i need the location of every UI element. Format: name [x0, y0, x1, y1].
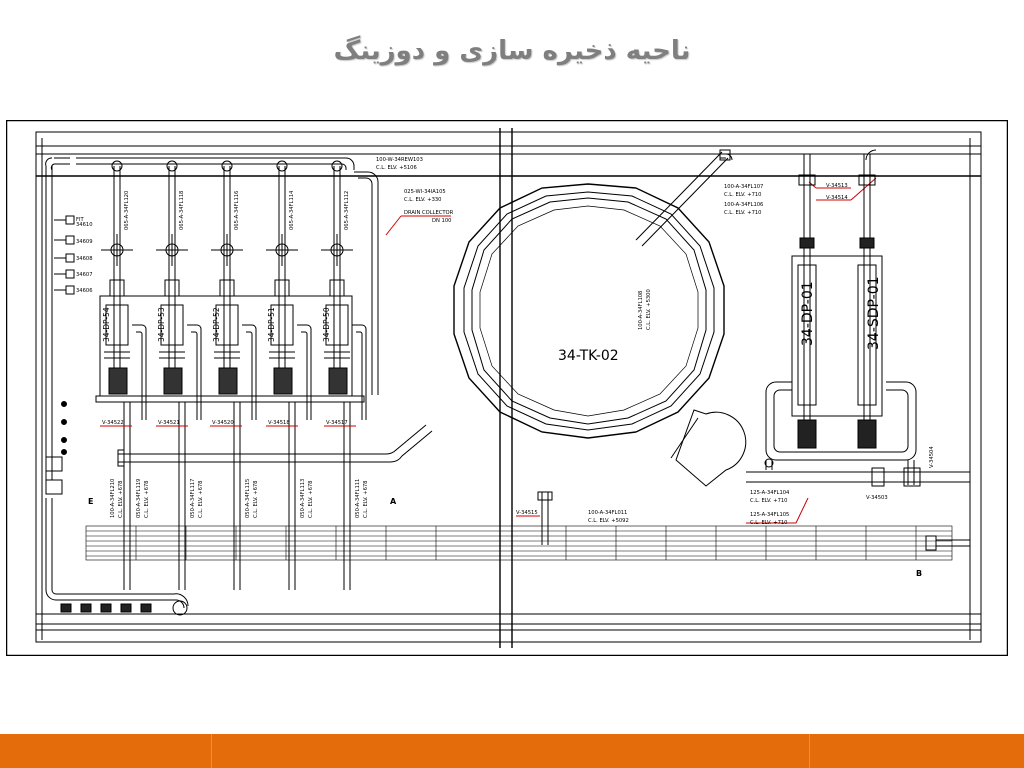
bottom-elev-115-label: C.L. ELV. +678 — [253, 480, 259, 518]
outer-frame — [7, 121, 1008, 656]
bottom-line-210-label: 100-A-34FL210 — [110, 478, 116, 518]
valve-v34514-label: V-34514 — [826, 195, 848, 201]
instrument-34606-label: 34606 — [76, 288, 93, 294]
valve-v34517-label: V-34517 — [326, 420, 348, 426]
bottom-elev-111-label: C.L. ELV. +678 — [363, 480, 369, 518]
marker-a: A — [390, 497, 397, 506]
valve-v34515-label: V-34515 — [516, 510, 538, 516]
dosing-pump-modules — [100, 161, 366, 420]
drain-collector-label: DRAIN COLLECTOR — [404, 210, 454, 216]
slide-title: ناحیه ذخیره سازی و دوزینگ — [333, 36, 691, 66]
bottom-elev-119-label: C.L. ELV. +678 — [144, 480, 150, 518]
grating — [86, 526, 952, 560]
footer-bar — [0, 734, 1024, 768]
instrument-34607-label: 34607 — [76, 272, 93, 278]
valve-v34504-label: V-34504 — [929, 446, 935, 468]
bottom-elev-117-label: C.L. ELV. +678 — [198, 480, 204, 518]
drain-line-label: 025-WI-34IA105 — [404, 189, 446, 195]
footer-segment — [212, 734, 810, 768]
instrument-34608-label: 34608 — [76, 256, 93, 262]
right-bottom-elev-2-label: C.L. ELV. +710 — [750, 520, 788, 526]
pump-34dp52-label: 34-DP-52 — [212, 307, 221, 342]
instrument-34609-label: 34609 — [76, 239, 93, 245]
footer-segment — [810, 734, 1024, 768]
instrument-stack — [54, 216, 74, 294]
pump-34dp01-label: 34-DP-01 — [800, 281, 816, 346]
riser-line-120-label: 065-A-34FL120 — [124, 190, 130, 230]
bottom-line-117-label: 050-A-34FL117 — [190, 478, 196, 518]
bottom-line-115-label: 050-A-34FL115 — [245, 478, 251, 518]
right-elev-2-label: C.L. ELV. +710 — [724, 210, 762, 216]
valve-v34503-label: V-34503 — [866, 495, 888, 501]
valve-v34520-label: V-34520 — [212, 420, 234, 426]
right-line-1-label: 100-A-34FL107 — [724, 184, 764, 190]
footer-segment — [0, 734, 212, 768]
pump-34dp54-label: 34-DP-54 — [102, 307, 111, 342]
header-elev-label: C.L. ELV. +5106 — [376, 165, 417, 171]
tank-outlet-line-label: 100-A-34FL011 — [588, 510, 628, 516]
valve-v34521-label: V-34521 — [158, 420, 180, 426]
pump-34dp51-label: 34-DP-51 — [267, 307, 276, 342]
valve-v34522-label: V-34522 — [102, 420, 124, 426]
pump-34dp50-label: 34-DP-50 — [322, 307, 331, 342]
valve-v34518-label: V-34518 — [268, 420, 290, 426]
right-elev-1-label: C.L. ELV. +710 — [724, 192, 762, 198]
drain-dn-label: DN 100 — [432, 218, 452, 224]
tank-tag-label: 34-TK-02 — [558, 348, 619, 364]
riser-line-112-label: 065-A-34FL112 — [344, 190, 350, 230]
bottom-line-119-label: 050-A-34FL119 — [136, 478, 142, 518]
valve-v34513-label: V-34513 — [826, 183, 848, 189]
tank-nozzle-elev-label: C.L. ELV. +5300 — [646, 289, 652, 330]
right-line-2-label: 100-A-34FL106 — [724, 202, 764, 208]
riser-line-114-label: 065-A-34FL114 — [289, 190, 295, 230]
instrument-34610-label: 34610 — [76, 222, 93, 228]
drain-elev-label: C.L. ELV. +330 — [404, 197, 442, 203]
pump-34dp53-label: 34-DP-53 — [157, 307, 166, 342]
suction-header — [118, 425, 432, 462]
bottom-elev-113-label: C.L. ELV. +678 — [308, 480, 314, 518]
tank-nozzle-line-label: 100-A-34FL108 — [638, 290, 644, 330]
pump-34sdp01-label: 34-SDP-01 — [866, 276, 882, 350]
right-bottom-line-1-label: 125-A-34FL104 — [750, 490, 790, 496]
bottom-line-111-label: 050-A-34FL111 — [355, 478, 361, 518]
tank-outlet-elev-label: C.L. ELV. +5092 — [588, 518, 629, 524]
top-header-pipe — [76, 158, 354, 170]
instrument-prefix-label: FIT — [76, 217, 84, 223]
bottom-line-113-label: 050-A-34FL113 — [300, 478, 306, 518]
marker-e: E — [88, 497, 94, 506]
riser-line-116-label: 065-A-34FL116 — [234, 190, 240, 230]
riser-line-118-label: 065-A-34FL118 — [179, 190, 185, 230]
bottom-elev-210-label: C.L. ELV. +678 — [118, 480, 124, 518]
piping-layout-drawing — [6, 120, 1008, 656]
marker-b: B — [916, 569, 923, 578]
header-line-label: 100-W-34REW103 — [376, 157, 423, 163]
right-bottom-elev-1-label: C.L. ELV. +710 — [750, 498, 788, 504]
right-bottom-line-2-label: 125-A-34FL105 — [750, 512, 790, 518]
